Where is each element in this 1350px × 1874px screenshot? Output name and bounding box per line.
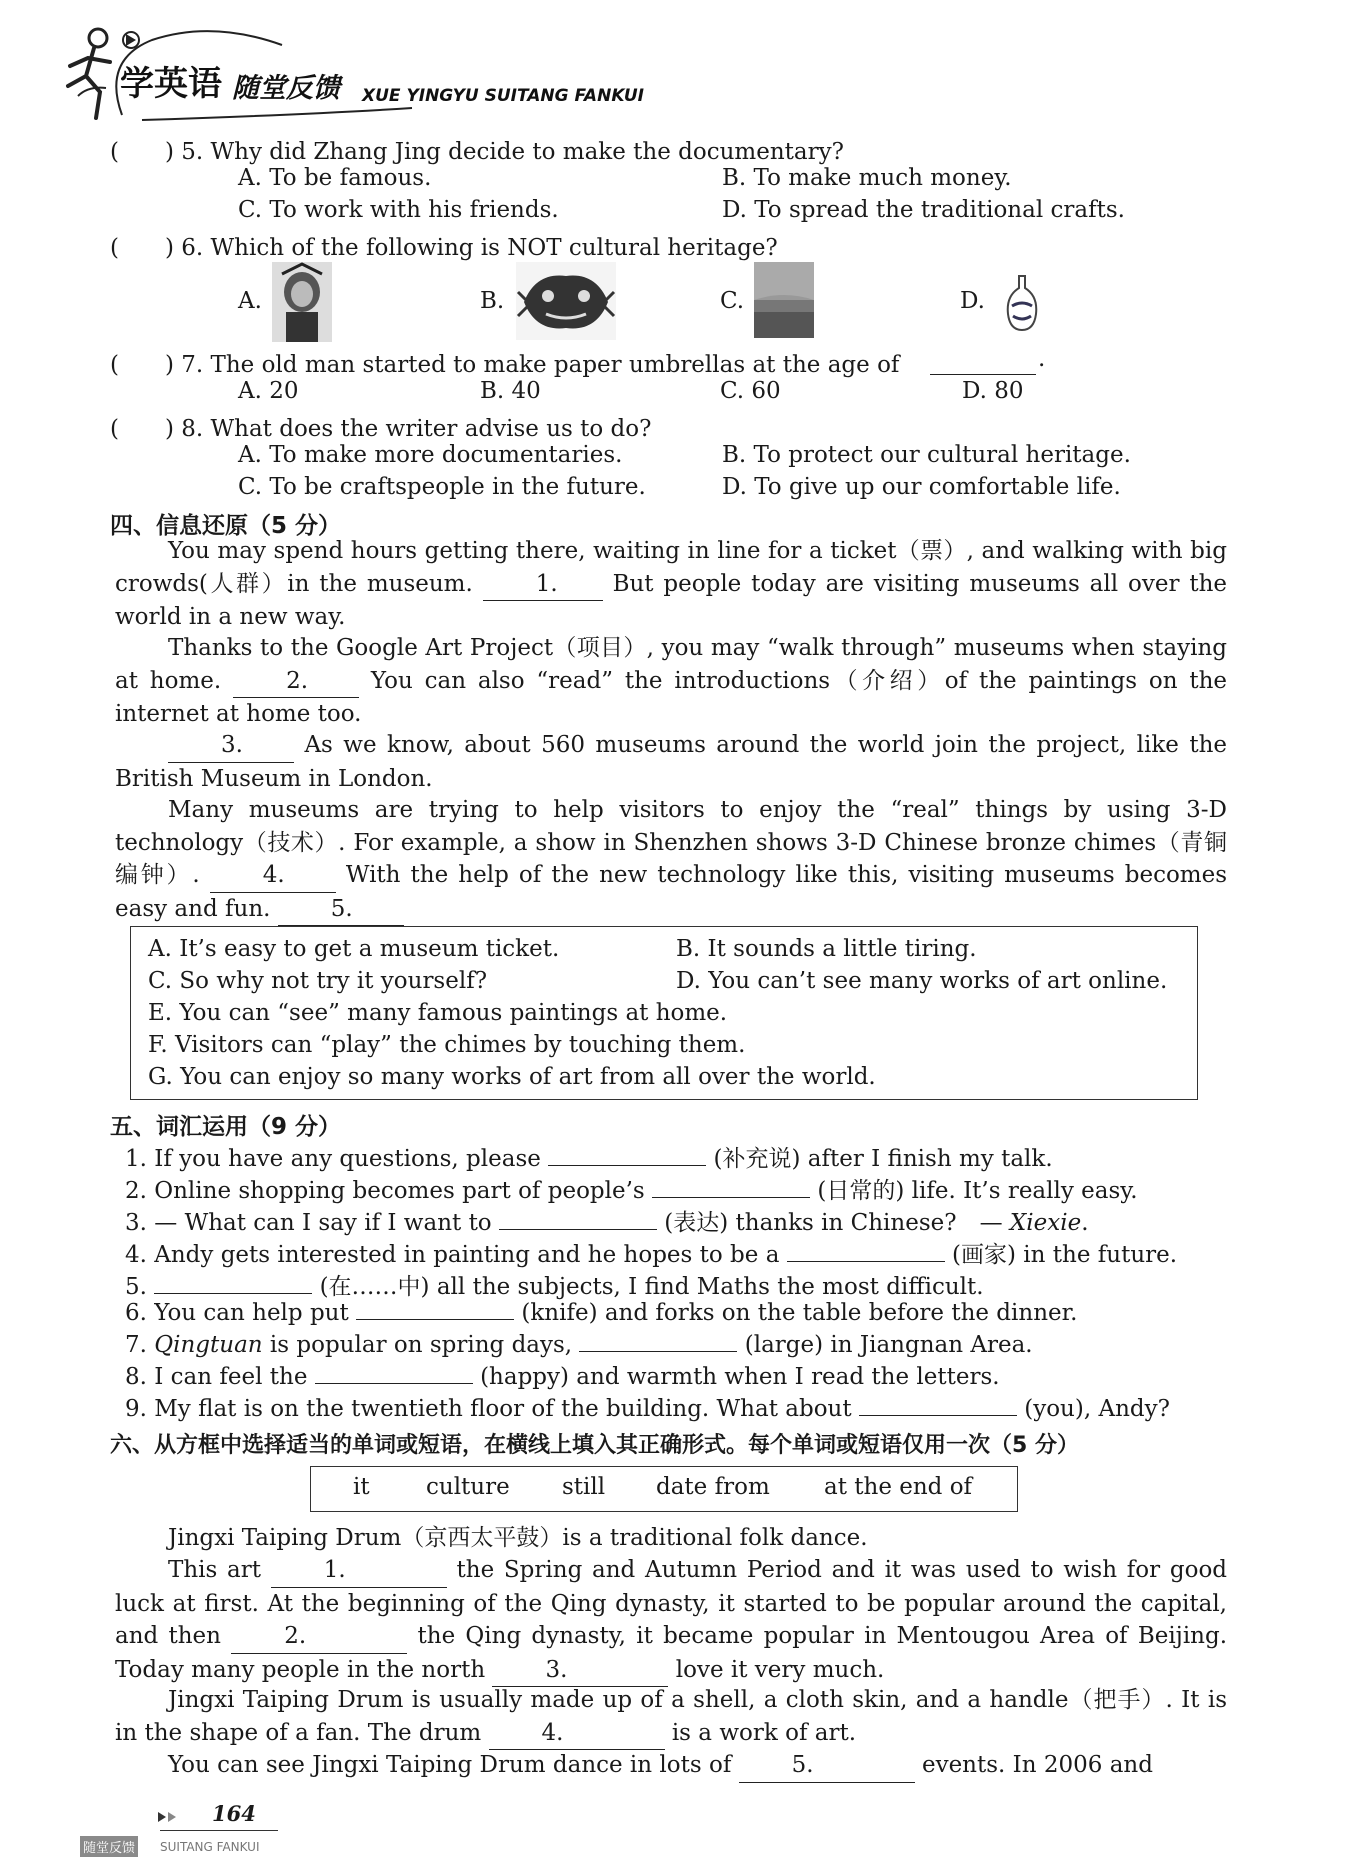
word-date-from: date from	[656, 1474, 770, 1500]
section-6-paragraph-2: This art 1. the Spring and Autumn Period and it was used to wish for good luck at first. At the beginning of the Qing dynasty, it started to be popular around the capital, and then 2. the Qing dynasty, it became popular in Mentougou Area of Beijing. Today many people in the north 3. love it very much.	[115, 1554, 1227, 1687]
vocab-blank-8[interactable]	[315, 1383, 473, 1384]
section-4-paragraph-2: Thanks to the Google Art Project（项目）, you may “walk through” museums when staying at home. 2. You can also “read” the introductions（介绍）of the paintings on the internet at home too.	[115, 635, 1228, 727]
section-4-paragraph-4: Many museums are trying to help visitors to enjoy the “real” things by using 3-D technology（技术）. For example, a show in Shenzhen shows 3-D Chinese bronze chimes（青铜编钟）. 4. With the help of the new technology like this, visiting museums becomes easy and fun. 5.	[115, 794, 1227, 926]
question-8: ( ) 8. What does the writer advise us to do?	[110, 416, 652, 442]
fill-blank-4[interactable]: 4.	[489, 1717, 665, 1751]
vocab-item-7: 7. Qingtuan is popular on spring days, (large) in Jiangnan Area.	[125, 1332, 1033, 1358]
q5-option-a: A. To be famous.	[238, 165, 432, 191]
header-subtitle: XUE YINGYU SUITANG FANKUI	[362, 86, 645, 106]
q6-option-c: C.	[720, 288, 745, 314]
box-option-g: G. You can enjoy so many works of art from all over the world.	[148, 1064, 876, 1090]
vocab-item-1: 1. If you have any questions, please (补充说) after I finish my talk.	[125, 1146, 1053, 1172]
word-culture: culture	[426, 1474, 510, 1500]
q6-option-a: A.	[238, 288, 262, 314]
vocab-item-5: 5. (在……中) all the subjects, I find Maths the most difficult.	[125, 1274, 984, 1300]
q7-option-a: A. 20	[238, 378, 299, 404]
box-option-d: D. You can’t see many works of art online.	[676, 968, 1168, 994]
question-7: ( ) 7. The old man started to make paper umbrellas at the age of	[110, 352, 900, 378]
footer-subtitle: SUITANG FANKUI	[160, 1840, 260, 1854]
question-5: ( ) 5. Why did Zhang Jing decide to make the documentary?	[110, 139, 844, 165]
paper-cut-image	[516, 262, 616, 340]
footer-tag: 随堂反馈	[80, 1836, 138, 1857]
page-number: 164	[212, 1801, 256, 1826]
section-6-heading: 六、从方框中选择适当的单词或短语，在横线上填入其正确形式。每个单词或短语仅用一次（5 分）	[110, 1433, 1079, 1458]
section-4-paragraph-3: 3. As we know, about 560 museums around the world join the project, like the British Museum in London.	[115, 729, 1227, 795]
vocab-item-4: 4. Andy gets interested in painting and he hopes to be a (画家) in the future.	[125, 1242, 1178, 1268]
q5-option-c: C. To work with his friends.	[238, 197, 559, 223]
fill-blank-2[interactable]: 2.	[231, 1620, 407, 1654]
vocab-blank-6[interactable]	[356, 1319, 514, 1320]
section-6-paragraph-4: You can see Jingxi Taiping Drum dance in lots of 5. events. In 2006 and	[115, 1749, 1227, 1783]
box-option-a: A. It’s easy to get a museum ticket.	[148, 936, 560, 962]
q7-tail: .	[1038, 346, 1046, 372]
q7-option-d: D. 80	[962, 378, 1024, 404]
q8-option-a: A. To make more documentaries.	[238, 442, 623, 468]
section-4-paragraph-1: You may spend hours getting there, waiting in line for a ticket（票）, and walking with big crowds(人群）in the museum. 1. But people today are visiting museums all over the world in a new way.	[115, 538, 1227, 630]
scenery-image	[754, 262, 814, 338]
header-cursive: 随堂反馈	[232, 73, 340, 104]
vocab-blank-4[interactable]	[787, 1261, 945, 1262]
box-option-b: B. It sounds a little tiring.	[676, 936, 977, 962]
vocab-blank-2[interactable]	[652, 1197, 810, 1198]
answer-blank-2[interactable]: 2.	[233, 665, 359, 699]
word-at-the-end-of: at the end of	[824, 1474, 973, 1500]
fill-blank-5[interactable]: 5.	[739, 1749, 915, 1783]
q8-option-c: C. To be craftspeople in the future.	[238, 474, 646, 500]
question-6: ( ) 6. Which of the following is NOT cultural heritage?	[110, 235, 778, 261]
q7-option-c: C. 60	[720, 378, 781, 404]
word-it: it	[353, 1474, 370, 1500]
q5-option-b: B. To make much money.	[722, 165, 1012, 191]
answer-blank-4[interactable]: 4.	[210, 859, 336, 893]
opera-mask-image	[272, 262, 332, 342]
vocab-item-6: 6. You can help put (knife) and forks on the table before the dinner.	[125, 1300, 1078, 1326]
section-6-paragraph-1: Jingxi Taiping Drum（京西太平鼓）is a traditional folk dance.	[168, 1525, 868, 1551]
answer-blank-3[interactable]: 3.	[168, 729, 294, 763]
section-4-heading: 四、信息还原（5 分）	[110, 513, 342, 539]
fill-blank-1[interactable]: 1.	[271, 1554, 447, 1588]
vocab-item-8: 8. I can feel the (happy) and warmth when I read the letters.	[125, 1364, 1000, 1390]
vocab-blank-7[interactable]	[579, 1351, 737, 1352]
box-option-e: E. You can “see” many famous paintings at home.	[148, 1000, 728, 1026]
section-6-paragraph-3: Jingxi Taiping Drum is usually made up of a shell, a cloth skin, and a handle（把手）. It is in the shape of a fan. The drum 4. is a work of art.	[115, 1684, 1227, 1750]
vocab-blank-3[interactable]	[499, 1229, 657, 1230]
header-title: 学英语	[120, 64, 222, 104]
box-option-f: F. Visitors can “play” the chimes by touching them.	[148, 1032, 746, 1058]
vase-image	[1004, 274, 1040, 332]
fill-blank-3[interactable]: 3.	[492, 1654, 668, 1688]
q7-blank	[930, 374, 1036, 375]
vocab-item-3: 3. — What can I say if I want to (表达) thanks in Chinese? — Xiexie.	[125, 1210, 1089, 1236]
double-arrow-icon	[158, 1810, 182, 1824]
q8-option-b: B. To protect our cultural heritage.	[722, 442, 1131, 468]
vocab-item-2: 2. Online shopping becomes part of people’s (日常的) life. It’s really easy.	[125, 1178, 1138, 1204]
vocab-item-9: 9. My flat is on the twentieth floor of the building. What about (you), Andy?	[125, 1396, 1170, 1422]
word-still: still	[562, 1474, 606, 1500]
section-5-heading: 五、词汇运用（9 分）	[110, 1114, 342, 1140]
vocab-blank-1[interactable]	[548, 1165, 706, 1166]
q6-option-d: D.	[960, 288, 985, 314]
answer-blank-5[interactable]: 5.	[278, 893, 404, 927]
q5-option-d: D. To spread the traditional crafts.	[722, 197, 1125, 223]
vocab-blank-5[interactable]	[154, 1293, 312, 1294]
q6-option-b: B.	[480, 288, 505, 314]
answer-blank-1[interactable]: 1.	[483, 568, 603, 602]
footer-rule	[160, 1830, 278, 1831]
q8-option-d: D. To give up our comfortable life.	[722, 474, 1121, 500]
vocab-blank-9[interactable]	[859, 1415, 1017, 1416]
q7-option-b: B. 40	[480, 378, 541, 404]
box-option-c: C. So why not try it yourself?	[148, 968, 488, 994]
